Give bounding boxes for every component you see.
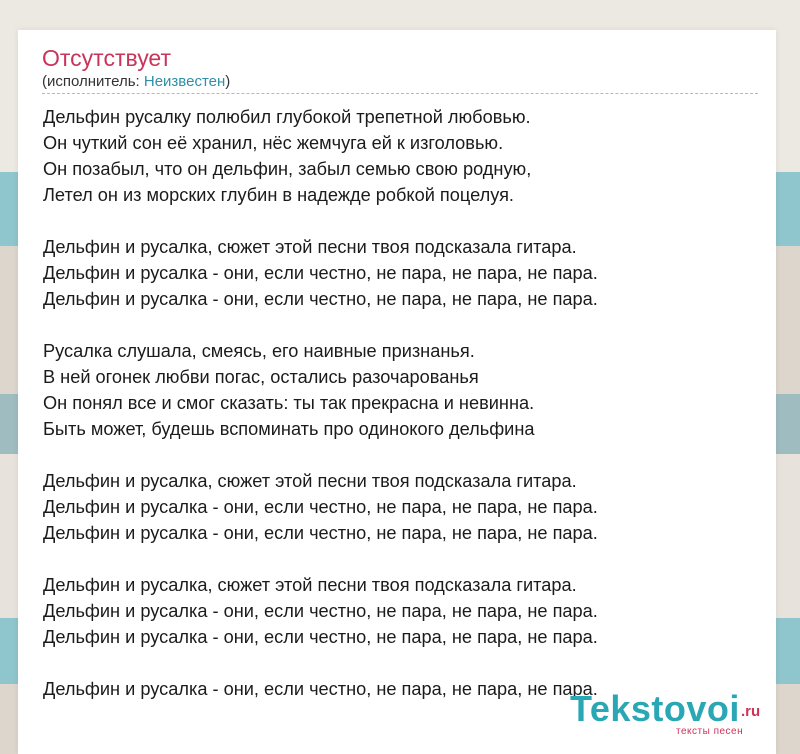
- artist-suffix: ): [225, 73, 231, 90]
- lyrics-text: [43, 104, 763, 728]
- artist-link[interactable]: Неизвестен: [143, 73, 226, 90]
- lyrics-line: Он понял все и смог сказать: ты так прекрасна и невинна.: [43, 393, 535, 413]
- lyrics-stanza: [43, 104, 763, 208]
- artist-prefix: (исполнитель:: [42, 73, 144, 90]
- lyrics-line: Быть может, будешь вспоминать про одинокого дельфина: [43, 419, 535, 439]
- song-title: Отсутствует: [42, 45, 171, 71]
- lyrics-line: Дельфин и русалка - они, если честно, не пара, не пара, не пара.: [43, 497, 598, 517]
- lyrics-line: Он чуткий сон её хранил, нёс жемчуга ей к изголовью.: [43, 133, 504, 153]
- title-divider: [42, 93, 758, 94]
- site-logo[interactable]: [570, 689, 775, 737]
- lyrics-line: Дельфин и русалка - они, если честно, не пара, не пара, не пара.: [43, 523, 598, 543]
- lyrics-stanza: [43, 572, 763, 650]
- lyrics-line: Дельфин и русалка - они, если честно, не пара, не пара, не пара.: [43, 627, 598, 647]
- lyrics-line: Дельфин русалку полюбил глубокой трепетной любовью.: [43, 107, 531, 127]
- lyrics-line: Дельфин и русалка, сюжет этой песни твоя подсказала гитара.: [43, 471, 577, 491]
- lyrics-stanza: [43, 234, 763, 312]
- lyrics-card: [18, 30, 776, 754]
- logo-domain: .ru: [741, 703, 761, 720]
- lyrics-line: Дельфин и русалка - они, если честно, не пара, не пара, не пара.: [43, 263, 598, 283]
- lyrics-line: Русалка слушала, смеясь, его наивные признанья.: [43, 341, 475, 361]
- lyrics-line: Дельфин и русалка - они, если честно, не пара, не пара, не пара.: [43, 289, 598, 309]
- artist-line: [42, 73, 230, 91]
- lyrics-line: Дельфин и русалка, сюжет этой песни твоя подсказала гитара.: [43, 575, 577, 595]
- lyrics-line: Он позабыл, что он дельфин, забыл семью свою родную,: [43, 159, 532, 179]
- lyrics-line: Дельфин и русалка - они, если честно, не пара, не пара, не пара.: [43, 679, 598, 699]
- logo-wordmark: Tekstovoi: [570, 688, 740, 729]
- lyrics-line: В ней огонек любви погас, остались разочарованья: [43, 367, 479, 387]
- lyrics-stanza: [43, 468, 763, 546]
- lyrics-stanza: [43, 338, 763, 442]
- lyrics-line: Летел он из морских глубин в надежде робкой поцелуя.: [43, 185, 514, 205]
- lyrics-line: Дельфин и русалка, сюжет этой песни твоя подсказала гитара.: [43, 237, 577, 257]
- lyrics-line: Дельфин и русалка - они, если честно, не пара, не пара, не пара.: [43, 601, 598, 621]
- logo-tagline: тексты песен: [676, 726, 744, 737]
